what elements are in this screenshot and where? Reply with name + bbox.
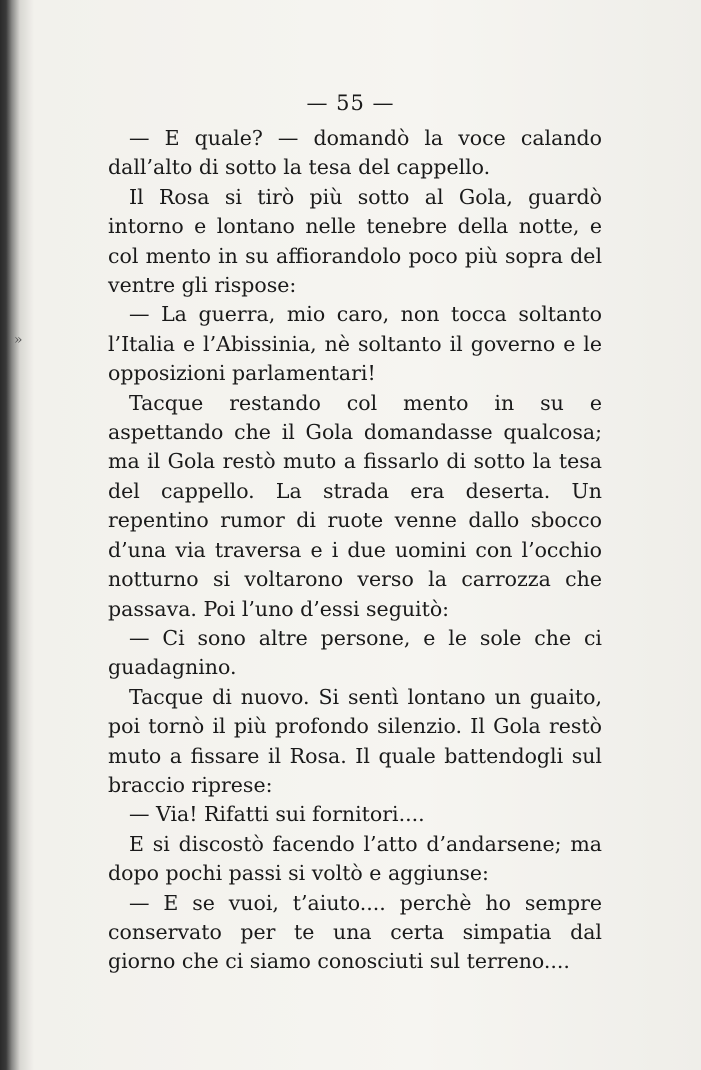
paragraph-6: Tacque di nuovo. Si sentì lontano un guaito, poi tornò il più profondo silenzio. Il Gola restò muto a fissare il Rosa. Il quale battendogli sul braccio riprese: [108,684,602,797]
paragraph-7: — Via! Rifatti sui fornitori.... [129,802,425,827]
paragraph-3: — La guerra, mio caro, non tocca soltanto l’Italia e l’Abissinia, nè soltanto il governo e le opposizioni parlamentari! [108,302,602,386]
paragraph-4: Tacque restando col mento in su e aspettando che il Gola domandasse qualcosa; ma il Gola restò muto a fissarlo di sotto la tesa del cappello. La strada era deserta. Un repentino rumor di ruote venne dallo sbocco d’una via traversa e i due uomini con l’occhio notturno si voltarono verso la carrozza che passava. Poi l’uno d’essi seguitò: [108,390,602,621]
paragraph-1: — E quale? — domandò la voce calando dall’alto di sotto la tesa del cappello. [108,126,602,180]
body-text [108,124,602,977]
page-number: — 55 — [306,91,395,115]
margin-mark: » [14,332,23,348]
paragraph-2: Il Rosa si tirò più sotto al Gola, guardò intorno e lontano nelle tenebre della notte, e col mento in su affiorandolo poco più sopra del ventre gli rispose: [108,184,602,298]
paragraph-5: — Ci sono altre persone, e le sole che ci guadagnino. [108,625,602,680]
paragraph-8: E si discostò facendo l’atto d’andarsene; ma dopo pochi passi si voltò e aggiunse: [108,831,602,886]
paragraph-9: — E se vuoi, t’aiuto.... perchè ho sempre conservato per te una certa simpatia dal giorno che ci siamo conosciuti sul terreno.... [108,890,602,974]
